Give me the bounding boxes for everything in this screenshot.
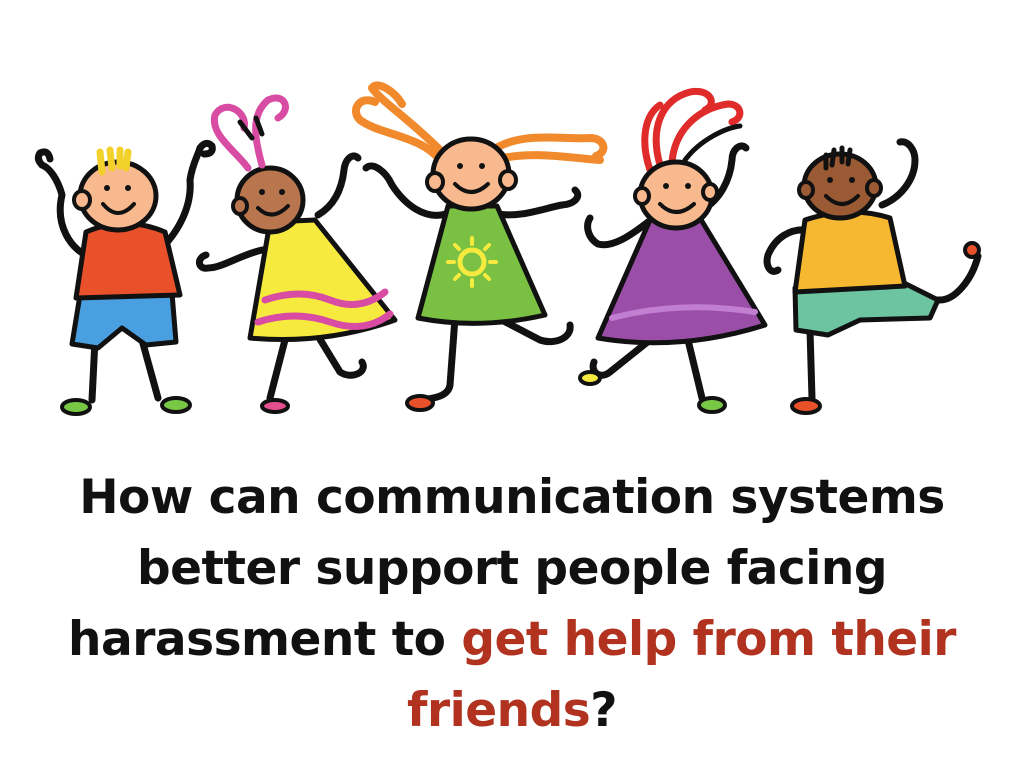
kid-yellow-dress-icon — [199, 98, 395, 412]
slide-question — [40, 462, 984, 746]
kid-orange-shirt-icon — [38, 143, 212, 414]
question-highlight: get help from their friends — [407, 612, 956, 738]
kid-purple-dress-icon — [580, 91, 765, 412]
kid-yellow-shirt-icon — [767, 142, 979, 413]
kid-green-dress-icon — [356, 85, 603, 410]
question-part2: ? — [590, 683, 617, 738]
question-part1: How can communication systems better support people facing harassment to — [68, 470, 945, 667]
